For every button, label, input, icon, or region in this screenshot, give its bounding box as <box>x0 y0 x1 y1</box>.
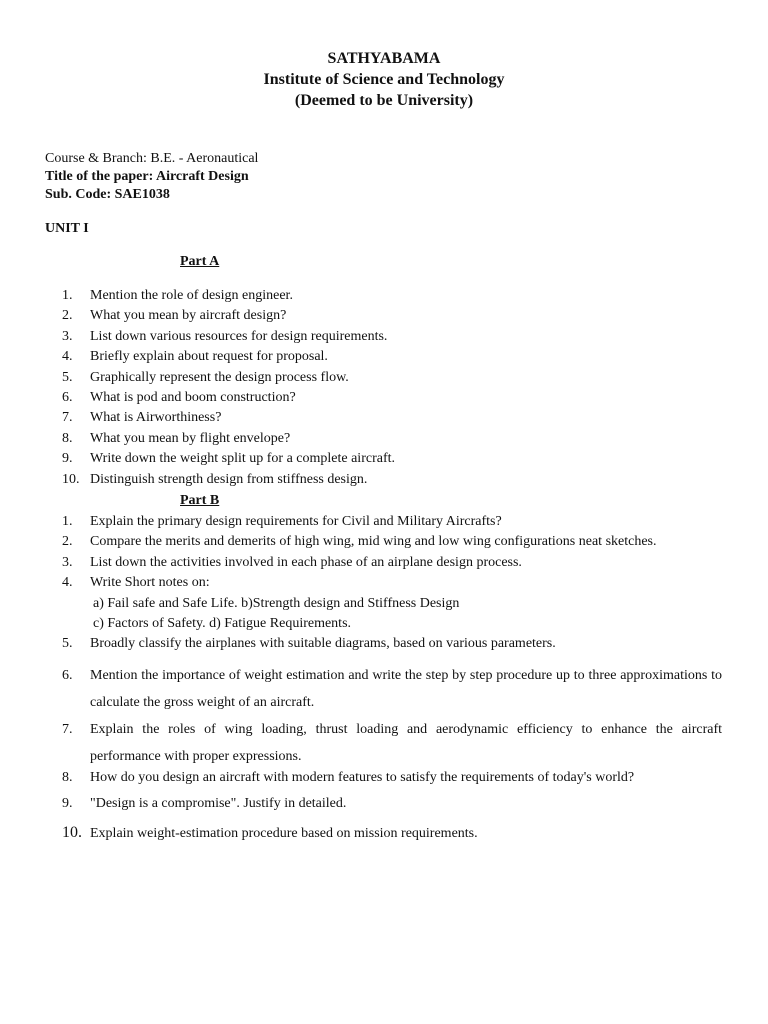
question-text: Compare the merits and demerits of high wing, mid wing and low wing configurations neat sketches. <box>90 534 657 550</box>
question-number: 3. <box>62 328 73 344</box>
question-text: Explain weight-estimation procedure based on mission requirements. <box>90 826 478 842</box>
list-item <box>62 451 722 471</box>
list-item <box>62 472 722 492</box>
question-number: 4. <box>62 575 73 591</box>
list-item <box>62 662 722 716</box>
list-item <box>62 390 722 410</box>
question-text: List down the activities involved in each phase of an airplane design process. <box>90 554 522 570</box>
question-text: What is Airworthiness? <box>90 410 222 426</box>
question-text: c) Factors of Safety. d) Fatigue Requirements. <box>93 615 352 631</box>
question-number: 8. <box>62 430 73 446</box>
question-number: 9. <box>62 796 73 812</box>
question-text: Explain the roles of wing loading, thrust loading and aerodynamic efficiency to enhance the aircraft performance with proper expressions. <box>90 722 722 765</box>
list-item <box>62 410 722 430</box>
question-text: What you mean by aircraft design? <box>90 308 287 324</box>
part-a-heading: Part A <box>180 254 220 269</box>
question-number: 2. <box>62 308 73 324</box>
unit-heading: UNIT I <box>45 221 89 236</box>
subject-code: Sub. Code: SAE1038 <box>45 187 170 202</box>
question-number: 6. <box>62 389 73 405</box>
question-text: What is pod and boom construction? <box>90 389 296 405</box>
institution-name: SATHYABAMA <box>327 50 441 67</box>
part-a-question-list <box>62 288 722 492</box>
institution-status: (Deemed to be University) <box>294 92 474 109</box>
question-number: 1. <box>62 514 73 529</box>
question-number: 6. <box>62 668 73 684</box>
list-item <box>62 431 722 451</box>
question-number: 9. <box>62 451 73 467</box>
question-text: Distinguish strength design from stiffness design. <box>90 471 368 487</box>
list-item <box>62 288 722 308</box>
question-number: 7. <box>62 410 73 426</box>
course-branch: Course & Branch: B.E. - Aeronautical <box>45 151 259 166</box>
question-number: 1. <box>62 288 73 303</box>
question-number: 3. <box>62 554 73 570</box>
question-text: Write down the weight split up for a complete aircraft. <box>90 451 395 467</box>
list-item <box>62 596 722 616</box>
list-item <box>62 555 722 575</box>
question-number: 10. <box>62 824 82 842</box>
list-item <box>62 616 722 636</box>
question-text: List down various resources for design requirements. <box>90 328 388 344</box>
list-item <box>62 716 722 770</box>
question-number <box>62 596 90 616</box>
list-item <box>62 823 722 849</box>
list-item <box>62 796 722 823</box>
list-item <box>62 534 722 554</box>
question-number: 5. <box>62 636 73 652</box>
list-item <box>62 575 722 595</box>
institution-subtitle: Institute of Science and Technology <box>263 71 505 88</box>
institution-header <box>0 48 768 111</box>
question-text: Graphically represent the design process flow. <box>90 369 349 385</box>
question-number: 7. <box>62 722 73 738</box>
question-text: a) Fail safe and Safe Life. b)Strength design and Stiffness Design <box>93 595 460 611</box>
part-b-heading: Part B <box>180 493 220 508</box>
question-number: 2. <box>62 534 73 550</box>
question-text: How do you design an aircraft with modern features to satisfy the requirements of today's world? <box>90 770 635 786</box>
question-number: 5. <box>62 369 73 385</box>
list-item <box>62 514 722 534</box>
list-item <box>62 329 722 349</box>
part-b-question-list <box>62 514 722 849</box>
paper-meta <box>45 150 258 204</box>
question-text: Mention the role of design engineer. <box>90 288 293 303</box>
list-item <box>62 370 722 390</box>
list-item <box>62 308 722 328</box>
question-number <box>62 616 90 636</box>
question-text: Mention the importance of weight estimation and write the step by step procedure up to three approximations to calculate the gross weight of an aircraft. <box>90 668 722 711</box>
question-text: Briefly explain about request for proposal. <box>90 349 328 365</box>
question-text: Explain the primary design requirements for Civil and Military Aircrafts? <box>90 514 502 529</box>
question-text: Write Short notes on: <box>90 575 210 591</box>
question-text: Broadly classify the airplanes with suitable diagrams, based on various parameters. <box>90 636 556 652</box>
question-number: 8. <box>62 770 73 786</box>
paper-title: Title of the paper: Aircraft Design <box>45 169 249 184</box>
question-number: 10. <box>62 471 80 487</box>
question-text: "Design is a compromise". Justify in detailed. <box>90 796 347 812</box>
list-item <box>62 636 722 662</box>
question-text: What you mean by flight envelope? <box>90 430 291 446</box>
list-item <box>62 349 722 369</box>
question-number: 4. <box>62 349 73 365</box>
list-item <box>62 770 722 796</box>
